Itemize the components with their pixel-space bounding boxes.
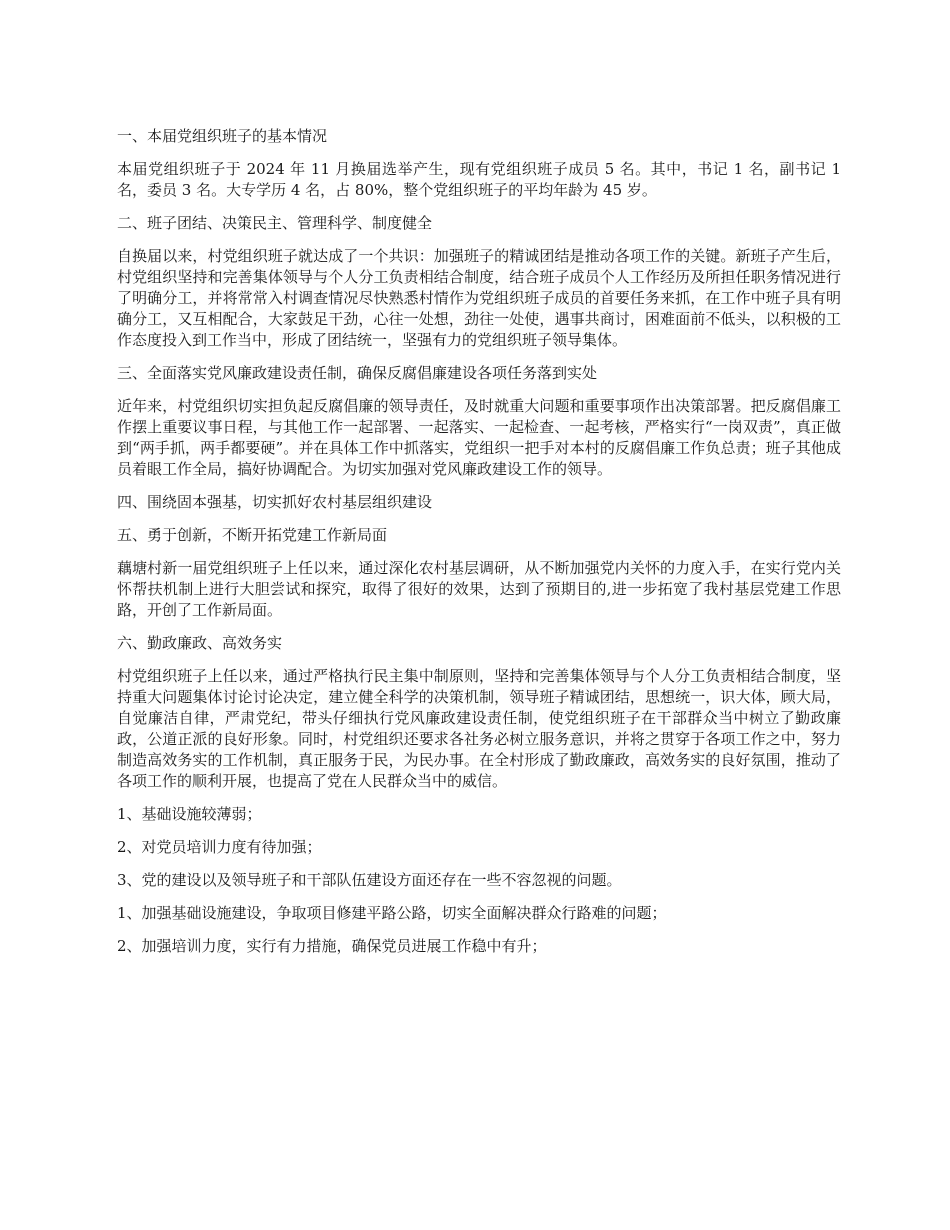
list-item-problem-3: 3、党的建设以及领导班子和干部队伍建设方面还存在一些不容忽视的问题。: [117, 871, 622, 889]
section-heading-1: 一、本届党组织班子的基本情况: [117, 127, 328, 145]
section-heading-4: 四、围绕固本强基，切实抓好农村基层组织建设: [117, 493, 433, 511]
paragraph-team-overview: 本届党组织班子于 2024 年 11 月换届选举产生，现有党组织班子成员 5 名。其中，书记 1 名，副书记 1 名，委员 3 名。大专学历 4 名，占 80%，整个党组织班子的平均年龄为 45 岁。: [117, 160, 841, 199]
paragraph-unity: 自换届以来，村党组织班子就达成了一个共识：加强班子的精诚团结是推动各项工作的关键。新班子产生后，村党组织坚持和完善集体领导与个人分工负责相结合制度，结合班子成员个人工作经历及所担任职务情况进行了明确分工，并将常常入村调查情况尽快熟悉村情作为党组织班子成员的首要任务来抓，在工作中班子具有明确分工，又互相配合，大家鼓足干劲，心往一处想，劲往一处使，遇事共商讨，困难面前不低头，以积极的工作态度投入到工作当中，形成了团结统一，坚强有力的党组织班子领导集体。: [117, 247, 841, 349]
paragraph-innovation: 藕塘村新一届党组织班子上任以来，通过深化农村基层调研，从不断加强党内关怀的力度入手，在实行党内关怀帮扶机制上进行大胆尝试和探究，取得了很好的效果，达到了预期目的,进一步拓宽了我村基层党建工作思路，开创了工作新局面。: [117, 559, 841, 619]
list-item-measure-1: 1、加强基础设施建设，争取项目修建平路公路，切实全面解决群众行路难的问题；: [117, 904, 667, 922]
list-item-measure-2: 2、加强培训力度，实行有力措施，确保党员进展工作稳中有升；: [117, 937, 547, 955]
section-heading-3: 三、全面落实党风廉政建设责任制，确保反腐倡廉建设各项任务落到实处: [117, 364, 598, 382]
list-item-problem-1: 1、基础设施较薄弱；: [117, 805, 262, 823]
document-body: [117, 126, 841, 969]
paragraph-anti-corruption: 近年来，村党组织切实担负起反腐倡廉的领导责任，及时就重大问题和重要事项作出决策部署。把反腐倡廉工作摆上重要议事日程，与其他工作一起部署、一起落实、一起检查、一起考核，严格实行“一岗双责”，真正做到“两手抓，两手都要硬”。并在具体工作中抓落实，党组织一把手对本村的反腐倡廉工作负总责；班子其他成员着眼工作全局，搞好协调配合。为切实加强对党风廉政建设工作的领导。: [117, 397, 841, 478]
section-heading-5: 五、勇于创新，不断开拓党建工作新局面: [117, 526, 388, 544]
section-heading-6: 六、勤政廉政、高效务实: [117, 634, 283, 652]
section-heading-2: 二、班子团结、决策民主、管理科学、制度健全: [117, 214, 433, 232]
paragraph-diligence: 村党组织班子上任以来，通过严格执行民主集中制原则，坚持和完善集体领导与个人分工负责相结合制度，坚持重大问题集体讨论讨论决定，建立健全科学的决策机制，领导班子精诚团结，思想统一，识大体，顾大局，自觉廉洁自律，严肃党纪，带头仔细执行党风廉政建设责任制，使党组织班子在干部群众当中树立了勤政廉政，公道正派的良好形象。同时，村党组织还要求各社务必树立服务意识，并将之贯穿于各项工作之中，努力制造高效务实的工作机制，真正服务于民，为民办事。在全村形成了勤政廉政，高效务实的良好氛围，推动了各项工作的顺利开展，也提高了党在人民群众当中的威信。: [117, 667, 841, 790]
list-item-problem-2: 2、对党员培训力度有待加强；: [117, 838, 322, 856]
